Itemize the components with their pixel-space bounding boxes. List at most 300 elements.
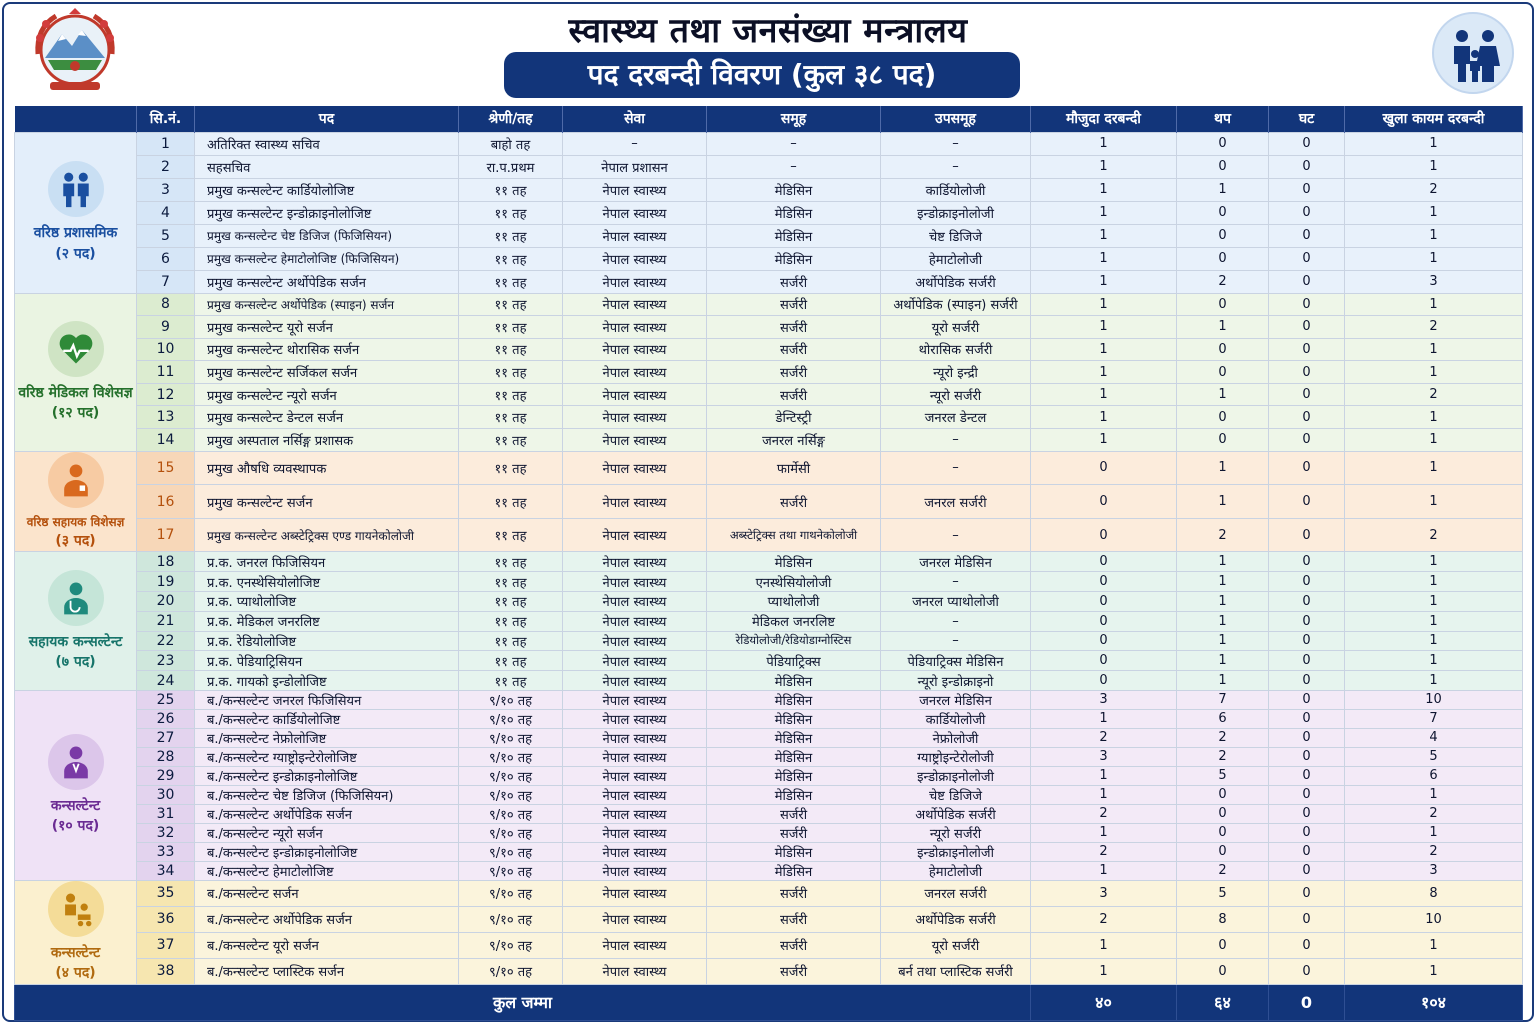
subgroup-cell: इन्डोक्राइनोलोजी <box>881 766 1031 785</box>
add-cell: 0 <box>1177 429 1269 452</box>
level-cell: ९/१० तह <box>459 880 563 906</box>
post-cell: प्रमुख कन्सल्टेन्ट इन्डोक्राइनोलोजिष्ट <box>195 201 459 224</box>
subgroup-cell: – <box>881 611 1031 631</box>
open-cell: 1 <box>1345 785 1523 804</box>
total-reduce: 0 <box>1269 984 1345 1020</box>
serial-cell: 24 <box>137 671 195 691</box>
existing-cell: 1 <box>1031 766 1177 785</box>
existing-cell: 2 <box>1031 804 1177 823</box>
table-row <box>15 932 1523 958</box>
serial-cell: 11 <box>137 361 195 384</box>
subgroup-cell: – <box>881 155 1031 178</box>
existing-cell: 1 <box>1031 361 1177 384</box>
existing-cell: 2 <box>1031 906 1177 932</box>
reduce-cell: 0 <box>1269 671 1345 691</box>
subgroup-cell: – <box>881 631 1031 651</box>
table-row <box>15 518 1523 552</box>
level-cell: ९/१० तह <box>459 728 563 747</box>
reduce-cell: 0 <box>1269 631 1345 651</box>
group-cell: सर्जरी <box>707 880 881 906</box>
service-cell: नेपाल स्वास्थ्य <box>563 178 707 201</box>
service-cell: नेपाल स्वास्थ्य <box>563 485 707 519</box>
existing-cell: 0 <box>1031 485 1177 519</box>
group-cell: – <box>707 132 881 155</box>
existing-cell: 2 <box>1031 842 1177 861</box>
group-cell: सर्जरी <box>707 804 881 823</box>
category-header <box>15 106 137 132</box>
add-cell: 1 <box>1177 178 1269 201</box>
table-header <box>15 106 1523 132</box>
reduce-cell: 0 <box>1269 338 1345 361</box>
level-cell: ११ तह <box>459 270 563 293</box>
group-cell: डेन्टिस्ट्री <box>707 406 881 429</box>
existing-cell: 2 <box>1031 728 1177 747</box>
column-header: उपसमूह <box>881 106 1031 132</box>
add-cell: 1 <box>1177 383 1269 406</box>
reduce-cell: 0 <box>1269 785 1345 804</box>
open-cell: 1 <box>1345 429 1523 452</box>
subgroup-cell: कार्डियोलोजी <box>881 178 1031 201</box>
service-cell: नेपाल स्वास्थ्य <box>563 270 707 293</box>
table-row <box>15 591 1523 611</box>
open-cell: 1 <box>1345 651 1523 671</box>
service-cell: नेपाल स्वास्थ्य <box>563 451 707 485</box>
reduce-cell: 0 <box>1269 485 1345 519</box>
subgroup-cell: पेडियाट्रिक्स मेडिसिन <box>881 651 1031 671</box>
reduce-cell: 0 <box>1269 932 1345 958</box>
category-count: (१० पद) <box>51 818 100 835</box>
totals-label: कुल जम्मा <box>15 984 1031 1020</box>
group-cell: सर्जरी <box>707 906 881 932</box>
stethoscope-doctor-icon <box>48 570 104 626</box>
reduce-cell: 0 <box>1269 591 1345 611</box>
table-row <box>15 224 1523 247</box>
level-cell: ११ तह <box>459 451 563 485</box>
subgroup-cell: जनरल सर्जरी <box>881 880 1031 906</box>
service-cell: नेपाल स्वास्थ्य <box>563 958 707 984</box>
service-cell: नेपाल स्वास्थ्य <box>563 690 707 709</box>
open-cell: 10 <box>1345 906 1523 932</box>
reduce-cell: 0 <box>1269 690 1345 709</box>
post-cell: ब./कन्सल्टेन्ट अर्थोपेडिक सर्जन <box>195 906 459 932</box>
reduce-cell: 0 <box>1269 518 1345 552</box>
post-cell: प्रमुख कन्सल्टेन्ट अब्स्टेट्रिक्स एण्ड गायनेकोलोजी <box>195 518 459 552</box>
service-cell: नेपाल स्वास्थ्य <box>563 709 707 728</box>
serial-cell: 27 <box>137 728 195 747</box>
level-cell: ११ तह <box>459 651 563 671</box>
reduce-cell: 0 <box>1269 224 1345 247</box>
add-cell: 1 <box>1177 631 1269 651</box>
column-header: श्रेणी/तह <box>459 106 563 132</box>
subgroup-cell: अर्थोपेडिक सर्जरी <box>881 906 1031 932</box>
reduce-cell: 0 <box>1269 552 1345 572</box>
group-cell: एनस्थेसियोलोजी <box>707 572 881 592</box>
add-cell: 0 <box>1177 293 1269 316</box>
service-cell: नेपाल स्वास्थ्य <box>563 906 707 932</box>
doctor-icon <box>48 452 104 508</box>
subgroup-cell: चेष्ट डिजिजे <box>881 224 1031 247</box>
category-count: (२ पद) <box>55 245 96 262</box>
physician-icon <box>48 734 104 790</box>
subgroup-cell: थोरासिक सर्जरी <box>881 338 1031 361</box>
table-row <box>15 552 1523 572</box>
open-cell: 1 <box>1345 132 1523 155</box>
post-cell: प्र.क. एनस्थेसियोलोजिष्ट <box>195 572 459 592</box>
column-header: सि.नं. <box>137 106 195 132</box>
post-cell: प्रमुख कन्सल्टेन्ट डेन्टल सर्जन <box>195 406 459 429</box>
post-cell: ब./कन्सल्टेन्ट चेष्ट डिजिज (फिजिसियन) <box>195 785 459 804</box>
serial-cell: 17 <box>137 518 195 552</box>
add-cell: 0 <box>1177 804 1269 823</box>
subgroup-cell: यूरो सर्जरी <box>881 932 1031 958</box>
open-cell: 1 <box>1345 451 1523 485</box>
add-cell: 1 <box>1177 552 1269 572</box>
add-cell: 1 <box>1177 591 1269 611</box>
add-cell: 8 <box>1177 906 1269 932</box>
service-cell: नेपाल स्वास्थ्य <box>563 429 707 452</box>
table-row <box>15 361 1523 384</box>
level-cell: रा.प.प्रथम <box>459 155 563 178</box>
post-table <box>14 106 1523 1021</box>
serial-cell: 37 <box>137 932 195 958</box>
subgroup-cell: जनरल मेडिसिन <box>881 552 1031 572</box>
group-cell: जनरल नर्सिङ्ग <box>707 429 881 452</box>
open-cell: 3 <box>1345 270 1523 293</box>
level-cell: ११ तह <box>459 518 563 552</box>
existing-cell: 0 <box>1031 572 1177 592</box>
post-cell: प्रमुख अस्पताल नर्सिङ्ग प्रशासक <box>195 429 459 452</box>
reduce-cell: 0 <box>1269 429 1345 452</box>
open-cell: 1 <box>1345 247 1523 270</box>
service-cell: नेपाल स्वास्थ्य <box>563 785 707 804</box>
level-cell: ९/१० तह <box>459 823 563 842</box>
table-row <box>15 316 1523 339</box>
open-cell: 1 <box>1345 552 1523 572</box>
group-cell: मेडिसिन <box>707 842 881 861</box>
service-cell: नेपाल स्वास्थ्य <box>563 631 707 651</box>
level-cell: ९/१० तह <box>459 766 563 785</box>
add-cell: 0 <box>1177 224 1269 247</box>
group-cell: फार्मेसी <box>707 451 881 485</box>
column-header: खुला कायम दरबन्दी <box>1345 106 1523 132</box>
open-cell: 5 <box>1345 747 1523 766</box>
subgroup-cell: यूरो सर्जरी <box>881 316 1031 339</box>
group-cell: मेडिसिन <box>707 709 881 728</box>
nepal-emblem-icon <box>30 8 120 94</box>
service-cell: नेपाल स्वास्थ्य <box>563 728 707 747</box>
group-cell: मेडिसिन <box>707 728 881 747</box>
column-header: पद <box>195 106 459 132</box>
column-header: घट <box>1269 106 1345 132</box>
add-cell: 0 <box>1177 338 1269 361</box>
open-cell: 2 <box>1345 842 1523 861</box>
serial-cell: 29 <box>137 766 195 785</box>
table-row <box>15 785 1523 804</box>
column-header: थप <box>1177 106 1269 132</box>
serial-cell: 9 <box>137 316 195 339</box>
add-cell: 2 <box>1177 518 1269 552</box>
existing-cell: 1 <box>1031 383 1177 406</box>
reduce-cell: 0 <box>1269 361 1345 384</box>
add-cell: 0 <box>1177 932 1269 958</box>
table-row <box>15 485 1523 519</box>
existing-cell: 1 <box>1031 709 1177 728</box>
level-cell: ११ तह <box>459 224 563 247</box>
table-row <box>15 406 1523 429</box>
reduce-cell: 0 <box>1269 804 1345 823</box>
post-cell: प्रमुख कन्सल्टेन्ट न्यूरो सर्जन <box>195 383 459 406</box>
service-cell: नेपाल स्वास्थ्य <box>563 316 707 339</box>
post-cell: ब./कन्सल्टेन्ट न्यूरो सर्जन <box>195 823 459 842</box>
category-name: कन्सल्टेन्ट <box>50 944 101 961</box>
open-cell: 1 <box>1345 406 1523 429</box>
reduce-cell: 0 <box>1269 709 1345 728</box>
subgroup-cell: – <box>881 429 1031 452</box>
existing-cell: 1 <box>1031 293 1177 316</box>
group-cell: प्याथोलोजी <box>707 591 881 611</box>
subgroup-cell: जनरल प्याथोलोजी <box>881 591 1031 611</box>
add-cell: 0 <box>1177 823 1269 842</box>
category-count: (४ पद) <box>55 965 96 982</box>
group-cell: मेडिसिन <box>707 671 881 691</box>
post-cell: प्र.क. गायको इन्डोलोजिष्ट <box>195 671 459 691</box>
serial-cell: 2 <box>137 155 195 178</box>
level-cell: ९/१० तह <box>459 842 563 861</box>
category-name: वरिष्ठ मेडिकल विशेसज्ञ <box>18 384 133 401</box>
subgroup-cell: न्यूरो सर्जरी <box>881 383 1031 406</box>
existing-cell: 1 <box>1031 201 1177 224</box>
table-row <box>15 651 1523 671</box>
service-cell: नेपाल स्वास्थ्य <box>563 651 707 671</box>
post-cell: प्रमुख कन्सल्टेन्ट अर्थोपेडिक सर्जन <box>195 270 459 293</box>
add-cell: 0 <box>1177 842 1269 861</box>
category-cell <box>15 293 137 451</box>
existing-cell: 0 <box>1031 591 1177 611</box>
service-cell: नेपाल स्वास्थ्य <box>563 804 707 823</box>
page-subtitle: पद दरबन्दी विवरण (कुल ३८ पद) <box>504 52 1020 98</box>
open-cell: 1 <box>1345 932 1523 958</box>
group-cell: रेडियोलोजी/रेडियोडाग्नोस्टिस <box>707 631 881 651</box>
serial-cell: 23 <box>137 651 195 671</box>
subgroup-cell: नेफ्रोलोजी <box>881 728 1031 747</box>
level-cell: ९/१० तह <box>459 709 563 728</box>
serial-cell: 28 <box>137 747 195 766</box>
subgroup-cell: अर्थोपेडिक सर्जरी <box>881 804 1031 823</box>
table-row <box>15 631 1523 651</box>
serial-cell: 14 <box>137 429 195 452</box>
open-cell: 1 <box>1345 201 1523 224</box>
table-row <box>15 842 1523 861</box>
existing-cell: 0 <box>1031 518 1177 552</box>
group-cell: मेडिसिन <box>707 178 881 201</box>
group-cell: – <box>707 155 881 178</box>
add-cell: 2 <box>1177 728 1269 747</box>
table-row <box>15 429 1523 452</box>
existing-cell: 1 <box>1031 178 1177 201</box>
service-cell: नेपाल स्वास्थ्य <box>563 383 707 406</box>
open-cell: 1 <box>1345 155 1523 178</box>
serial-cell: 12 <box>137 383 195 406</box>
subgroup-cell: जनरल डेन्टल <box>881 406 1031 429</box>
table-row <box>15 671 1523 691</box>
post-cell: प्र.क. जनरल फिजिसियन <box>195 552 459 572</box>
serial-cell: 33 <box>137 842 195 861</box>
existing-cell: 1 <box>1031 861 1177 880</box>
level-cell: ११ तह <box>459 572 563 592</box>
category-cell <box>15 552 137 691</box>
group-cell: सर्जरी <box>707 316 881 339</box>
table-row <box>15 155 1523 178</box>
serial-cell: 38 <box>137 958 195 984</box>
group-cell: मेडिसिन <box>707 247 881 270</box>
add-cell: 1 <box>1177 451 1269 485</box>
add-cell: 0 <box>1177 361 1269 384</box>
subgroup-cell: जनरल सर्जरी <box>881 485 1031 519</box>
group-cell: सर्जरी <box>707 958 881 984</box>
people-icon <box>48 161 104 217</box>
level-cell: ११ तह <box>459 552 563 572</box>
post-cell: अतिरिक्त स्वास्थ्य सचिव <box>195 132 459 155</box>
table-row <box>15 572 1523 592</box>
existing-cell: 0 <box>1031 631 1177 651</box>
table-row <box>15 709 1523 728</box>
reduce-cell: 0 <box>1269 728 1345 747</box>
subgroup-cell: चेष्ट डिजिजे <box>881 785 1031 804</box>
reduce-cell: 0 <box>1269 611 1345 631</box>
open-cell: 1 <box>1345 823 1523 842</box>
post-cell: प्रमुख कन्सल्टेन्ट सर्जन <box>195 485 459 519</box>
level-cell: ११ तह <box>459 293 563 316</box>
level-cell: ९/१० तह <box>459 932 563 958</box>
service-cell: नेपाल स्वास्थ्य <box>563 201 707 224</box>
header <box>0 0 1536 104</box>
level-cell: ११ तह <box>459 201 563 224</box>
table-row <box>15 861 1523 880</box>
level-cell: ९/१० तह <box>459 861 563 880</box>
table-row <box>15 823 1523 842</box>
open-cell: 8 <box>1345 880 1523 906</box>
reduce-cell: 0 <box>1269 572 1345 592</box>
column-header: मौजुदा दरबन्दी <box>1031 106 1177 132</box>
level-cell: ११ तह <box>459 591 563 611</box>
post-cell: प्र.क. पेडियाट्रिसियन <box>195 651 459 671</box>
level-cell: ११ तह <box>459 178 563 201</box>
caregiver-icon <box>48 881 104 937</box>
serial-cell: 15 <box>137 451 195 485</box>
service-cell: नेपाल स्वास्थ्य <box>563 552 707 572</box>
open-cell: 3 <box>1345 861 1523 880</box>
serial-cell: 8 <box>137 293 195 316</box>
reduce-cell: 0 <box>1269 132 1345 155</box>
post-cell: ब./कन्सल्टेन्ट हेमाटोलोजिष्ट <box>195 861 459 880</box>
table-row <box>15 728 1523 747</box>
subgroup-cell: इन्डोक्राइनोलोजी <box>881 842 1031 861</box>
service-cell: नेपाल स्वास्थ्य <box>563 361 707 384</box>
existing-cell: 1 <box>1031 338 1177 361</box>
open-cell: 2 <box>1345 804 1523 823</box>
serial-cell: 1 <box>137 132 195 155</box>
subgroup-cell: न्यूरो इन्द्री <box>881 361 1031 384</box>
subgroup-cell: न्यूरो सर्जरी <box>881 823 1031 842</box>
table-row <box>15 451 1523 485</box>
group-cell: मेडिसिन <box>707 861 881 880</box>
open-cell: 2 <box>1345 178 1523 201</box>
post-cell: प्रमुख कन्सल्टेन्ट चेष्ट डिजिज (फिजिसियन) <box>195 224 459 247</box>
service-cell: नेपाल प्रशासन <box>563 155 707 178</box>
subgroup-cell: न्यूरो इन्डोक्राइनो <box>881 671 1031 691</box>
level-cell: ११ तह <box>459 316 563 339</box>
serial-cell: 13 <box>137 406 195 429</box>
level-cell: ११ तह <box>459 383 563 406</box>
open-cell: 1 <box>1345 361 1523 384</box>
add-cell: 5 <box>1177 766 1269 785</box>
level-cell: ११ तह <box>459 671 563 691</box>
post-cell: ब./कन्सल्टेन्ट कार्डियोलोजिष्ट <box>195 709 459 728</box>
serial-cell: 36 <box>137 906 195 932</box>
table-row <box>15 338 1523 361</box>
reduce-cell: 0 <box>1269 451 1345 485</box>
service-cell: नेपाल स्वास्थ्य <box>563 861 707 880</box>
category-cell <box>15 132 137 293</box>
reduce-cell: 0 <box>1269 155 1345 178</box>
table-row <box>15 178 1523 201</box>
level-cell: ११ तह <box>459 485 563 519</box>
add-cell: 0 <box>1177 958 1269 984</box>
open-cell: 1 <box>1345 631 1523 651</box>
subgroup-cell: अर्थोपेडिक (स्पाइन) सर्जरी <box>881 293 1031 316</box>
open-cell: 2 <box>1345 383 1523 406</box>
reduce-cell: 0 <box>1269 293 1345 316</box>
existing-cell: 0 <box>1031 451 1177 485</box>
total-open: १०४ <box>1345 984 1523 1020</box>
group-cell: सर्जरी <box>707 383 881 406</box>
add-cell: 1 <box>1177 651 1269 671</box>
level-cell: ९/१० तह <box>459 747 563 766</box>
table-row <box>15 293 1523 316</box>
subgroup-cell: – <box>881 451 1031 485</box>
reduce-cell: 0 <box>1269 747 1345 766</box>
column-header: सेवा <box>563 106 707 132</box>
service-cell: नेपाल स्वास्थ्य <box>563 591 707 611</box>
existing-cell: 0 <box>1031 671 1177 691</box>
service-cell: नेपाल स्वास्थ्य <box>563 572 707 592</box>
post-cell: प्रमुख कन्सल्टेन्ट अर्थोपेडिक (स्पाइन) सर्जन <box>195 293 459 316</box>
existing-cell: 1 <box>1031 932 1177 958</box>
open-cell: 7 <box>1345 709 1523 728</box>
reduce-cell: 0 <box>1269 270 1345 293</box>
post-cell: ब./कन्सल्टेन्ट जनरल फिजिसियन <box>195 690 459 709</box>
subgroup-cell: इन्डोक्राइनोलोजी <box>881 201 1031 224</box>
group-cell: मेडिकल जनरलिष्ट <box>707 611 881 631</box>
open-cell: 1 <box>1345 671 1523 691</box>
existing-cell: 1 <box>1031 132 1177 155</box>
existing-cell: 1 <box>1031 247 1177 270</box>
open-cell: 1 <box>1345 958 1523 984</box>
category-count: (३ पद) <box>55 533 96 550</box>
post-cell: प्रमुख कन्सल्टेन्ट थोरासिक सर्जन <box>195 338 459 361</box>
existing-cell: 0 <box>1031 552 1177 572</box>
total-existing: ४० <box>1031 984 1177 1020</box>
group-cell: सर्जरी <box>707 270 881 293</box>
post-cell: प्र.क. प्याथोलोजिष्ट <box>195 591 459 611</box>
post-cell: ब./कन्सल्टेन्ट अर्थोपेडिक सर्जन <box>195 804 459 823</box>
serial-cell: 18 <box>137 552 195 572</box>
add-cell: 0 <box>1177 155 1269 178</box>
category-name: सहायक कन्सल्टेन्ट <box>28 633 123 650</box>
column-header: समूह <box>707 106 881 132</box>
post-cell: प्रमुख कन्सल्टेन्ट कार्डियोलोजिष्ट <box>195 178 459 201</box>
table-row <box>15 958 1523 984</box>
